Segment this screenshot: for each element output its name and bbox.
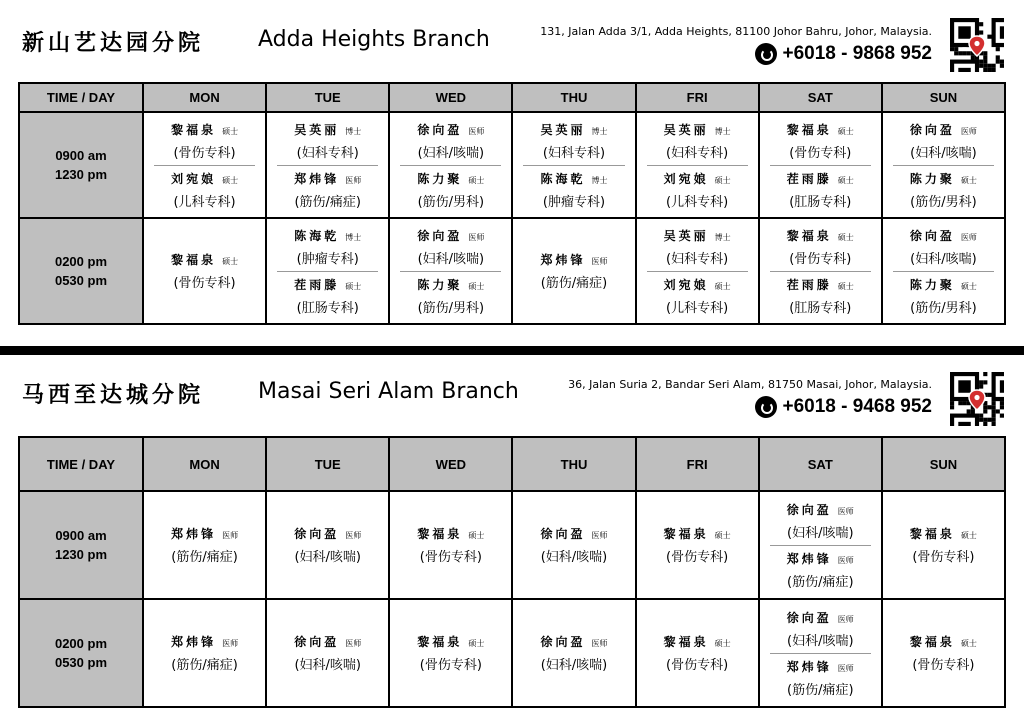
- doctor-title: 博士: [345, 233, 362, 242]
- doctor-name: 茬雨滕: [294, 277, 340, 292]
- doctor-title: 硕士: [714, 531, 731, 540]
- doctor-name: 陈力聚: [909, 171, 955, 186]
- doctor-title: 医师: [468, 233, 485, 242]
- schedule-cell: [636, 112, 759, 218]
- doctor-specialty: (妇科专科): [666, 252, 729, 267]
- doctor-entry: [400, 117, 501, 165]
- schedule-cell: [759, 491, 882, 599]
- schedule-cell: [759, 112, 882, 218]
- doctor-name: 徐向盈: [540, 527, 586, 541]
- doctor-name-row: [664, 633, 731, 650]
- doctor-entry: [523, 247, 624, 295]
- doctor-entry: [400, 223, 501, 271]
- doctor-title: 硕士: [960, 175, 977, 185]
- doctor-name-row: [787, 550, 854, 567]
- day-header-mon: MON: [143, 83, 266, 112]
- doctor-title: 医师: [837, 615, 854, 624]
- doctor-entry: [770, 223, 871, 271]
- schedule-cell: [759, 599, 882, 707]
- doctor-entry: [277, 629, 378, 677]
- time-slot-row: [19, 599, 1005, 707]
- doctor-specialty: (妇科/咳喘): [540, 658, 608, 673]
- schedule-cell: [389, 112, 512, 218]
- doctor-title: 硕士: [222, 127, 239, 136]
- doctor-name-row: [294, 227, 361, 244]
- doctor-title: 硕士: [837, 127, 854, 136]
- doctor-specialty: (骨伤专科): [666, 550, 729, 565]
- doctor-name: 郑炜锋: [171, 527, 217, 541]
- schedule-table-masai-seri-alam: [18, 436, 1006, 708]
- doctor-specialty: (妇科/咳喘): [417, 252, 485, 267]
- doctor-name-row: [294, 276, 361, 293]
- schedule-table-adda-heights: [18, 82, 1006, 325]
- doctor-specialty: (妇科/咳喘): [787, 634, 854, 649]
- doctor-specialty: (骨伤专科): [419, 658, 482, 673]
- schedule-cell: [266, 218, 389, 324]
- doctor-name-row: [540, 121, 607, 138]
- time-slot-cell: [19, 218, 143, 324]
- doctor-name: 黎福泉: [417, 635, 463, 649]
- doctor-name-row: [910, 121, 977, 138]
- doctor-title: 医师: [837, 507, 854, 516]
- doctor-name: 陈力聚: [417, 171, 463, 186]
- doctor-name: 茬雨滕: [786, 277, 832, 292]
- table-header-row: [19, 437, 1005, 491]
- doctor-name: 徐向盈: [417, 123, 463, 137]
- doctor-specialty: (妇科专科): [296, 146, 359, 161]
- doctor-title: 医师: [960, 233, 977, 242]
- doctor-name: 徐向盈: [909, 229, 955, 243]
- doctor-entry: [400, 271, 501, 319]
- doctor-title: 硕士: [960, 281, 977, 291]
- doctor-name-row: [417, 121, 484, 138]
- doctor-name-row: [664, 525, 731, 542]
- doctor-name-row: [787, 170, 854, 187]
- doctor-specialty: (肛肠专科): [789, 194, 852, 210]
- schedule-cell: [389, 599, 512, 707]
- doctor-name-row: [294, 121, 361, 138]
- branch-header-adda-heights: [0, 0, 1024, 70]
- doctor-name: 黎福泉: [909, 635, 955, 649]
- branch-chinese-name: 新山艺达园分院: [22, 30, 205, 56]
- doctor-entry: [277, 223, 378, 271]
- doctor-name-row: [910, 170, 977, 187]
- whatsapp-icon: [755, 43, 777, 65]
- doctor-name-row: [417, 525, 484, 542]
- schedule-cell: [636, 491, 759, 599]
- doctor-specialty: (妇科/咳喘): [540, 550, 608, 565]
- schedule-cell: [512, 599, 635, 707]
- time-slot-cell: [19, 491, 143, 599]
- doctor-entry: [277, 165, 378, 213]
- doctor-title: 硕士: [468, 639, 485, 648]
- doctor-name-row: [910, 276, 977, 293]
- branch-address: 131, Jalan Adda 3/1, Adda Heights, 81100 Johor Bahru, Johor, Malaysia.: [540, 25, 932, 38]
- doctor-name-row: [787, 276, 854, 293]
- doctor-entry: [893, 271, 994, 319]
- branch-header-masai-seri-alam: [0, 358, 1024, 428]
- doctor-name: 徐向盈: [294, 635, 340, 649]
- doctor-specialty: (筋伤/男科): [910, 300, 977, 316]
- doctor-name-row: [787, 609, 854, 626]
- time-slot-cell: [19, 599, 143, 707]
- doctor-title: 医师: [591, 257, 608, 266]
- doctor-title: 硕士: [960, 531, 977, 540]
- doctor-name-row: [171, 170, 238, 187]
- doctor-title: 博士: [714, 127, 731, 136]
- schedule-cell: [882, 599, 1005, 707]
- doctor-name: 黎福泉: [786, 229, 832, 243]
- doctor-specialty: (筋伤/痛症): [787, 682, 854, 698]
- doctor-name-row: [664, 227, 731, 244]
- doctor-name: 黎福泉: [417, 527, 463, 541]
- time-end: 0530 pm: [54, 655, 108, 670]
- doctor-title: 医师: [837, 663, 854, 673]
- doctor-entry: [770, 165, 871, 213]
- doctor-specialty: (儿科专科): [666, 300, 729, 316]
- doctor-specialty: (妇科/咳喘): [910, 252, 977, 267]
- doctor-entry: [154, 117, 255, 165]
- doctor-entry: [154, 629, 255, 677]
- branch-address: 36, Jalan Suria 2, Bandar Seri Alam, 81750 Masai, Johor, Malaysia.: [568, 378, 932, 391]
- day-header-sat: SAT: [759, 437, 882, 491]
- doctor-name-row: [171, 251, 238, 268]
- doctor-name: 吴英丽: [663, 123, 709, 137]
- doctor-title: 硕士: [837, 175, 854, 185]
- doctor-title: 硕士: [837, 281, 854, 291]
- schedule-cell: [882, 218, 1005, 324]
- time-start: 0200 pm: [54, 636, 108, 651]
- time-end: 1230 pm: [54, 167, 108, 182]
- doctor-name: 茬雨滕: [786, 171, 832, 186]
- doctor-name: 郑炜锋: [171, 635, 217, 649]
- doctor-name-row: [787, 501, 854, 518]
- doctor-title: 医师: [222, 531, 239, 540]
- doctor-specialty: (筋伤/男科): [417, 300, 485, 316]
- doctor-name: 黎福泉: [663, 635, 709, 649]
- doctor-title: 硕士: [222, 257, 239, 266]
- doctor-name: 陈海乾: [294, 229, 340, 243]
- doctor-title: 医师: [222, 639, 239, 648]
- doctor-name-row: [664, 276, 731, 293]
- schedule-cell: [143, 218, 266, 324]
- schedule-cell: [266, 491, 389, 599]
- time-start: 0900 am: [55, 148, 107, 163]
- doctor-name: 陈力聚: [417, 277, 463, 292]
- branch-chinese-name: 马西至达城分院: [22, 382, 205, 408]
- doctor-entry: [154, 165, 255, 213]
- doctor-entry: [647, 629, 748, 677]
- doctor-name: 陈海乾: [540, 171, 586, 186]
- doctor-title: 硕士: [345, 281, 362, 291]
- doctor-specialty: (筋伤/痛症): [171, 550, 238, 565]
- doctor-entry: [647, 271, 748, 319]
- day-header-sun: SUN: [882, 83, 1005, 112]
- doctor-name: 吴英丽: [294, 123, 340, 137]
- doctor-name-row: [787, 658, 854, 675]
- doctor-specialty: (筋伤/痛症): [294, 194, 361, 210]
- doctor-specialty: (筋伤/男科): [910, 194, 977, 210]
- schedule-cell: [882, 112, 1005, 218]
- schedule-cell: [882, 491, 1005, 599]
- doctor-specialty: (骨伤专科): [912, 658, 975, 673]
- doctor-specialty: (肿瘤专科): [296, 252, 359, 267]
- doctor-entry: [277, 117, 378, 165]
- branch-english-name: Adda Heights Branch: [258, 27, 490, 52]
- time-slot-cell: [19, 112, 143, 218]
- doctor-entry: [893, 165, 994, 213]
- doctor-specialty: (筋伤/痛症): [540, 276, 608, 291]
- doctor-name-row: [664, 170, 731, 187]
- doctor-specialty: (骨伤专科): [912, 550, 975, 565]
- doctor-title: 硕士: [468, 175, 485, 185]
- doctor-entry: [770, 653, 871, 701]
- doctor-entry: [647, 223, 748, 271]
- doctor-entry: [647, 117, 748, 165]
- time-end: 0530 pm: [54, 273, 108, 288]
- qr-code-icon[interactable]: [950, 18, 1004, 72]
- doctor-title: 硕士: [714, 175, 731, 185]
- doctor-specialty: (妇科专科): [666, 146, 729, 161]
- doctor-name: 吴英丽: [540, 123, 586, 137]
- whatsapp-icon: [755, 396, 777, 418]
- doctor-specialty: (妇科/咳喘): [910, 146, 977, 161]
- doctor-name: 陈力聚: [909, 277, 955, 292]
- time-day-header: TIME / DAY: [19, 437, 143, 491]
- doctor-entry: [647, 165, 748, 213]
- schedule-cell: [636, 599, 759, 707]
- doctor-entry: [770, 117, 871, 165]
- doctor-name: 徐向盈: [786, 503, 832, 517]
- doctor-title: 硕士: [837, 233, 854, 242]
- doctor-entry: [400, 629, 501, 677]
- doctor-specialty: (妇科/咳喘): [294, 658, 361, 673]
- doctor-name: 黎福泉: [909, 527, 955, 541]
- schedule-cell: [389, 491, 512, 599]
- phone-number: +6018 - 9868 952: [782, 43, 932, 64]
- doctor-name-row: [910, 227, 977, 244]
- doctor-entry: [893, 117, 994, 165]
- day-header-sun: SUN: [882, 437, 1005, 491]
- doctor-name: 郑炜锋: [294, 171, 340, 186]
- doctor-name: 徐向盈: [540, 635, 586, 649]
- doctor-entry: [277, 271, 378, 319]
- doctor-specialty: (骨伤专科): [789, 146, 852, 161]
- doctor-name-row: [910, 525, 977, 542]
- doctor-specialty: (儿科专科): [666, 194, 729, 210]
- doctor-entry: [154, 247, 255, 295]
- doctor-name: 黎福泉: [663, 527, 709, 541]
- doctor-specialty: (妇科/咳喘): [787, 526, 854, 541]
- doctor-name-row: [171, 525, 238, 542]
- day-header-fri: FRI: [636, 83, 759, 112]
- doctor-title: 医师: [345, 175, 362, 185]
- doctor-name-row: [417, 227, 484, 244]
- section-divider: [0, 346, 1024, 355]
- day-header-wed: WED: [389, 437, 512, 491]
- doctor-entry: [523, 117, 624, 165]
- doctor-specialty: (肛肠专科): [296, 300, 359, 316]
- doctor-name-row: [787, 121, 854, 138]
- doctor-specialty: (筋伤/痛症): [787, 574, 854, 590]
- day-header-mon: MON: [143, 437, 266, 491]
- doctor-entry: [400, 165, 501, 213]
- doctor-title: 医师: [345, 531, 362, 540]
- doctor-title: 博士: [345, 127, 362, 136]
- doctor-specialty: (妇科专科): [542, 146, 606, 161]
- schedule-cell: [512, 218, 635, 324]
- doctor-title: 医师: [468, 127, 485, 136]
- doctor-name: 吴英丽: [663, 229, 709, 243]
- time-slot-row: [19, 112, 1005, 218]
- doctor-name-row: [664, 121, 731, 138]
- day-header-tue: TUE: [266, 83, 389, 112]
- branch-english-name: Masai Seri Alam Branch: [258, 379, 519, 404]
- day-header-thu: THU: [512, 83, 635, 112]
- doctor-name: 郑炜锋: [786, 659, 832, 674]
- doctor-name: 徐向盈: [909, 123, 955, 137]
- schedule-cell: [636, 218, 759, 324]
- doctor-entry: [647, 521, 748, 569]
- time-start: 0200 pm: [54, 254, 108, 269]
- day-header-thu: THU: [512, 437, 635, 491]
- table-header-row: [19, 83, 1005, 112]
- doctor-name-row: [540, 525, 607, 542]
- doctor-entry: [523, 629, 624, 677]
- doctor-title: 博士: [591, 175, 608, 185]
- doctor-name-row: [417, 633, 484, 650]
- doctor-title: 硕士: [468, 531, 485, 540]
- doctor-name-row: [294, 633, 361, 650]
- location-pin-dot: [974, 41, 979, 46]
- doctor-entry: [770, 271, 871, 319]
- branch-phone[interactable]: [755, 396, 933, 418]
- doctor-title: 医师: [837, 555, 854, 565]
- schedule-cell: [512, 112, 635, 218]
- doctor-name-row: [417, 276, 484, 293]
- doctor-title: 博士: [591, 127, 608, 136]
- time-start: 0900 am: [55, 528, 107, 543]
- doctor-title: 硕士: [960, 639, 977, 648]
- doctor-name: 刘宛娘: [663, 171, 709, 186]
- doctor-name-row: [540, 251, 607, 268]
- doctor-specialty: (妇科/咳喘): [417, 146, 485, 161]
- doctor-entry: [770, 605, 871, 653]
- doctor-entry: [893, 521, 994, 569]
- doctor-entry: [154, 521, 255, 569]
- time-day-header: TIME / DAY: [19, 83, 143, 112]
- doctor-name-row: [787, 227, 854, 244]
- schedule-cell: [759, 218, 882, 324]
- doctor-specialty: (骨伤专科): [666, 658, 729, 673]
- doctor-entry: [277, 521, 378, 569]
- day-header-wed: WED: [389, 83, 512, 112]
- doctor-name: 徐向盈: [786, 611, 832, 625]
- day-header-tue: TUE: [266, 437, 389, 491]
- doctor-name-row: [294, 525, 361, 542]
- doctor-name-row: [540, 633, 607, 650]
- day-header-fri: FRI: [636, 437, 759, 491]
- doctor-entry: [523, 521, 624, 569]
- doctor-title: 医师: [591, 531, 608, 540]
- doctor-specialty: (骨伤专科): [419, 550, 482, 565]
- qr-code-icon[interactable]: [950, 372, 1004, 426]
- doctor-title: 硕士: [468, 281, 485, 291]
- doctor-specialty: (骨伤专科): [173, 276, 236, 291]
- doctor-name: 郑炜锋: [786, 551, 832, 566]
- doctor-entry: [893, 629, 994, 677]
- doctor-name: 黎福泉: [171, 123, 217, 137]
- doctor-specialty: (儿科专科): [173, 194, 236, 210]
- doctor-name-row: [417, 170, 484, 187]
- doctor-entry: [770, 545, 871, 593]
- doctor-specialty: (筋伤/男科): [417, 194, 485, 210]
- doctor-title: 医师: [960, 127, 977, 136]
- phone-number: +6018 - 9468 952: [782, 396, 932, 417]
- day-header-sat: SAT: [759, 83, 882, 112]
- doctor-specialty: (妇科/咳喘): [294, 550, 361, 565]
- doctor-name: 刘宛娘: [171, 171, 217, 186]
- doctor-specialty: (骨伤专科): [789, 252, 852, 267]
- schedule-cell: [266, 112, 389, 218]
- doctor-name-row: [910, 633, 977, 650]
- doctor-title: 硕士: [222, 175, 239, 185]
- doctor-title: 博士: [714, 233, 731, 242]
- time-slot-row: [19, 218, 1005, 324]
- branch-phone[interactable]: [755, 43, 933, 65]
- schedule-cell: [266, 599, 389, 707]
- doctor-name: 黎福泉: [786, 123, 832, 137]
- schedule-cell: [512, 491, 635, 599]
- doctor-name: 黎福泉: [171, 253, 217, 267]
- time-slot-row: [19, 491, 1005, 599]
- schedule-cell: [143, 599, 266, 707]
- location-pin-dot: [974, 395, 979, 400]
- schedule-cell: [143, 112, 266, 218]
- doctor-title: 医师: [591, 639, 608, 648]
- doctor-name: 刘宛娘: [663, 277, 709, 292]
- schedule-cell: [389, 218, 512, 324]
- doctor-name-row: [171, 633, 238, 650]
- doctor-name: 徐向盈: [294, 527, 340, 541]
- doctor-name-row: [294, 170, 361, 187]
- doctor-title: 硕士: [714, 639, 731, 648]
- doctor-title: 医师: [345, 639, 362, 648]
- doctor-name: 徐向盈: [417, 229, 463, 243]
- doctor-specialty: (肛肠专科): [789, 300, 852, 316]
- doctor-title: 硕士: [714, 281, 731, 291]
- doctor-entry: [400, 521, 501, 569]
- doctor-name-row: [171, 121, 238, 138]
- doctor-specialty: (筋伤/痛症): [171, 658, 238, 673]
- schedule-cell: [143, 491, 266, 599]
- doctor-entry: [523, 165, 624, 213]
- doctor-specialty: (骨伤专科): [173, 146, 236, 161]
- doctor-specialty: (肿瘤专科): [542, 194, 606, 210]
- doctor-name: 郑炜锋: [540, 253, 586, 267]
- doctor-entry: [770, 497, 871, 545]
- doctor-entry: [893, 223, 994, 271]
- time-end: 1230 pm: [54, 547, 108, 562]
- doctor-name-row: [540, 170, 607, 187]
